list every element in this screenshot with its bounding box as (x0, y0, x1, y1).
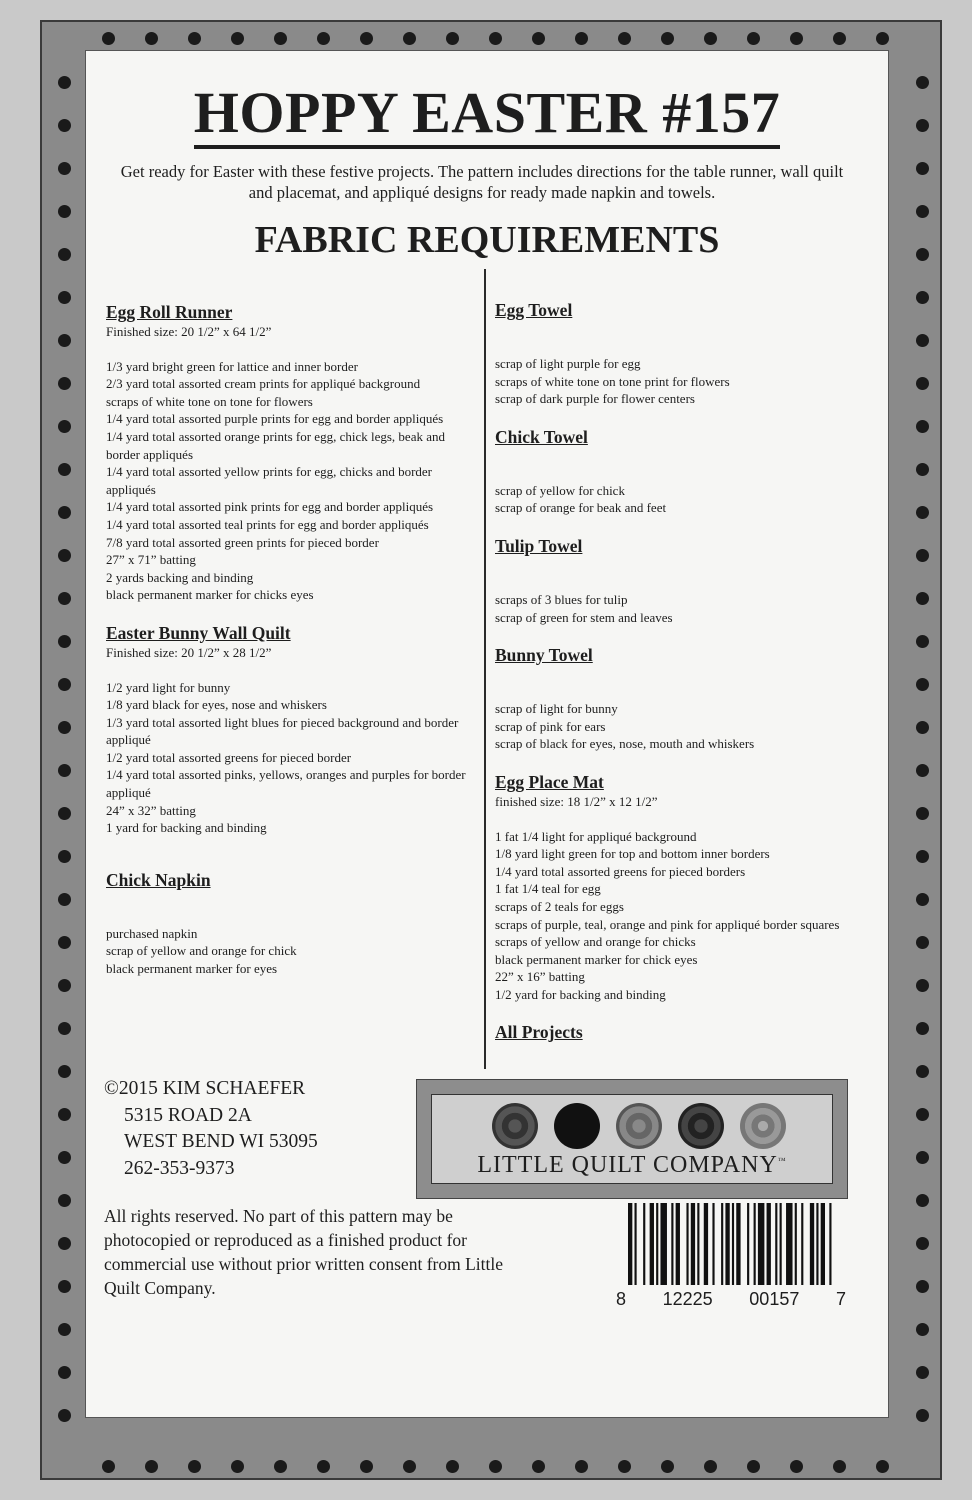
finished-size: Finished size: 20 1/2” x 64 1/2” (106, 324, 272, 339)
barcode-bar (686, 1203, 688, 1285)
finished-size (495, 1043, 875, 1060)
finished-size (495, 321, 875, 338)
barcode-digit: 7 (835, 1289, 846, 1309)
border-dot-icon (916, 936, 929, 949)
border-dot-icon (231, 32, 244, 45)
border-dot-icon (704, 32, 717, 45)
border-dot-icon (58, 1323, 71, 1336)
barcode-bar (801, 1203, 803, 1285)
border-dot-icon (58, 1151, 71, 1164)
border-dot-icon (575, 1460, 588, 1473)
border-dot-icon (58, 463, 71, 476)
border-dot-icon (58, 119, 71, 132)
border-dot-icon (58, 979, 71, 992)
barcode-bar (780, 1203, 782, 1285)
border-dot-icon (916, 678, 929, 691)
border-dot-icon (916, 420, 929, 433)
border-dot-icon (58, 1409, 71, 1422)
fabric-item: scraps of white tone on tone print for flowers (495, 373, 730, 389)
copyright-block (104, 1076, 318, 1182)
finished-size (495, 448, 875, 465)
fabric-item: 1/2 yard for backing and binding (495, 986, 666, 1002)
fabric-item: 1/4 yard total assorted pink prints for egg and border appliqués (106, 499, 434, 515)
barcode-bars-icon (628, 1203, 838, 1285)
border-dot-icon (403, 32, 416, 45)
fabric-item: 7/8 yard total assorted green prints for pieced border (106, 534, 379, 550)
section-heading: Easter Bunny Wall Quilt (106, 622, 291, 643)
barcode-bar (821, 1203, 825, 1285)
barcode-bar (721, 1203, 723, 1285)
border-dot-icon (58, 592, 71, 605)
fabric-item: 1 fat 1/4 light for appliqué background (495, 828, 697, 844)
logo-circle-icon (492, 1103, 538, 1149)
fabric-item: 27” x 71” batting (106, 552, 196, 568)
barcode-bar (691, 1203, 695, 1285)
barcode-bar (829, 1203, 831, 1285)
barcode-digits (616, 1289, 846, 1310)
border-dot-icon (916, 76, 929, 89)
fabric-item: 1/4 yard total assorted orange prints for egg, chick legs, beak and border appliqués (106, 428, 445, 462)
requirements-section (106, 301, 476, 604)
requirements-section (495, 535, 875, 626)
border-dot-icon (489, 32, 502, 45)
border-dot-icon (58, 1237, 71, 1250)
barcode-bar (767, 1203, 771, 1285)
section-heading: Egg Roll Runner (106, 302, 233, 322)
border-dot-icon (916, 334, 929, 347)
border-dot-icon (145, 32, 158, 45)
border-dot-icon (916, 979, 929, 992)
intro-text: Get ready for Easter with these festive projects. The pattern includes directions for the table runner, wall quilt and placemat, and appliqué designs for ready made napkin and towels. (120, 162, 844, 202)
fabric-item: 1/8 yard black for eyes, nose and whiskers (106, 697, 327, 713)
fabric-list (106, 679, 476, 837)
border-dot-icon (58, 635, 71, 648)
border-dot-icon (58, 76, 71, 89)
fabric-item: scrap of dark purple for flower centers (495, 391, 695, 407)
fabric-item: 1/4 yard total assorted pinks, yellows, oranges and purples for border appliqué (106, 767, 466, 801)
border-dot-icon (58, 850, 71, 863)
logo-circle-icon (678, 1103, 724, 1149)
border-dot-icon (916, 506, 929, 519)
border-dot-icon (58, 549, 71, 562)
fabric-list (495, 591, 875, 626)
border-dot-icon (916, 1151, 929, 1164)
border-dot-icon (58, 893, 71, 906)
barcode-bar (758, 1203, 764, 1285)
pattern-panel (85, 50, 889, 1418)
finished-size: finished size: 18 1/2” x 12 1/2” (495, 793, 658, 809)
right-column (495, 299, 875, 1113)
border-dot-icon (916, 248, 929, 261)
border-dot-icon (58, 721, 71, 734)
barcode-digit: 00157 (749, 1289, 800, 1309)
requirements-section (495, 299, 875, 408)
fabric-item: scrap of yellow and orange for chick (106, 943, 297, 959)
barcode-bar (816, 1203, 818, 1285)
fabric-item: purchased napkin (106, 925, 198, 941)
fabric-item: scraps of 3 blues for tulip (495, 591, 628, 607)
section-title: FABRIC REQUIREMENTS (254, 219, 720, 261)
barcode-bar (754, 1203, 756, 1285)
logo-inner (431, 1094, 833, 1184)
logo-circle-icon (616, 1103, 662, 1149)
border-dot-icon (916, 807, 929, 820)
requirements-section (106, 622, 476, 837)
border-dot-icon (58, 506, 71, 519)
border-dot-icon (876, 32, 889, 45)
border-dot-icon (575, 32, 588, 45)
border-dot-icon (916, 119, 929, 132)
border-dot-icon (58, 1194, 71, 1207)
fabric-item: scrap of light purple for egg (495, 356, 641, 371)
border-dot-icon (102, 1460, 115, 1473)
border-dot-icon (58, 807, 71, 820)
border-dot-icon (916, 205, 929, 218)
fabric-item: scraps of white tone on tone for flowers (106, 393, 313, 409)
border-dot-icon (618, 32, 631, 45)
fabric-item: 1/3 yard total assorted light blues for pieced background and border appliqué (106, 714, 459, 748)
border-dot-icon (916, 1409, 929, 1422)
barcode-bar (656, 1203, 658, 1285)
address-line: 5315 ROAD 2A (124, 1104, 252, 1126)
border-dot-icon (916, 635, 929, 648)
requirements-section (495, 644, 875, 753)
border-dot-icon (790, 32, 803, 45)
border-dot-icon (916, 1280, 929, 1293)
barcode-bar (712, 1203, 714, 1285)
barcode-bar (697, 1203, 699, 1285)
border-dot-icon (188, 32, 201, 45)
border-dot-icon (58, 248, 71, 261)
border-dot-icon (360, 32, 373, 45)
logo-circle-icon (554, 1103, 600, 1149)
barcode-bar (736, 1203, 740, 1285)
finished-size: Finished size: 20 1/2” x 28 1/2” (106, 644, 272, 660)
border-dot-icon (916, 1366, 929, 1379)
border-dot-icon (58, 334, 71, 347)
border-dot-icon (916, 1194, 929, 1207)
fabric-item: scrap of black for eyes, nose, mouth and whiskers (495, 736, 755, 752)
barcode-bar (810, 1203, 814, 1285)
fabric-item: 24” x 32” batting (106, 802, 196, 818)
barcode-bar (775, 1203, 777, 1285)
border-dot-icon (58, 764, 71, 777)
fabric-item: 1/4 yard total assorted greens for pieced borders (495, 863, 746, 879)
fabric-list (495, 700, 875, 753)
border-dot-icon (446, 1460, 459, 1473)
barcode-digit: 12225 (662, 1289, 713, 1309)
fabric-item: black permanent marker for chicks eyes (106, 587, 314, 603)
border-dot-icon (916, 764, 929, 777)
fabric-item: 2 yards backing and binding (106, 569, 254, 585)
fabric-item: scraps of purple, teal, orange and pink for appliqué border squares (495, 916, 840, 932)
border-dot-icon (274, 32, 287, 45)
border-dot-icon (58, 1280, 71, 1293)
section-heading: Egg Place Mat (495, 771, 604, 792)
border-dot-icon (403, 1460, 416, 1473)
fabric-item: scrap of pink for ears (495, 718, 606, 734)
requirements-section (495, 426, 875, 517)
left-column (106, 301, 476, 996)
border-dot-icon (916, 1022, 929, 1035)
barcode-bar (676, 1203, 680, 1285)
border-dot-icon (102, 32, 115, 45)
fabric-item: 1/4 yard total assorted teal prints for egg and border appliqués (106, 516, 429, 532)
border-dot-icon (58, 377, 71, 390)
fabric-list (495, 482, 875, 517)
border-dot-icon (489, 1460, 502, 1473)
border-dot-icon (58, 1366, 71, 1379)
border-dot-icon (747, 32, 760, 45)
border-dot-icon (58, 936, 71, 949)
fabric-item: 2/3 yard total assorted cream prints for appliqué background (106, 376, 421, 392)
border-dot-icon (661, 1460, 674, 1473)
rights-notice: All rights reserved. No part of this pattern may be photocopied or reproduced as a finished product for commercial use without prior written consent from Little Quilt Company. (104, 1206, 503, 1298)
logo-wordmark: LITTLE QUILT COMPANY™ (477, 1152, 787, 1178)
border-dot-icon (661, 32, 674, 45)
page-title: HOPPY EASTER #157 (86, 83, 888, 143)
border-dot-icon (317, 1460, 330, 1473)
barcode-digit: 8 (616, 1289, 627, 1309)
section-heading: Chick Napkin (106, 869, 211, 890)
border-dot-icon (916, 1237, 929, 1250)
fabric-item: scrap of light for bunny (495, 701, 618, 717)
barcode-bar (725, 1203, 729, 1285)
barcode-bar (786, 1203, 792, 1285)
section-heading: Egg Towel (495, 300, 573, 320)
finished-size (495, 666, 875, 683)
barcode-bar (650, 1203, 654, 1285)
copyright-line: ©2015 KIM SCHAEFER (104, 1078, 306, 1099)
border-dot-icon (446, 32, 459, 45)
fabric-item: black permanent marker for chick eyes (495, 951, 698, 967)
fabric-item: scraps of 2 teals for eggs (495, 898, 624, 914)
border-dot-icon (916, 463, 929, 476)
border-dot-icon (916, 291, 929, 304)
border-dot-icon (916, 377, 929, 390)
border-dot-icon (916, 721, 929, 734)
fabric-item: 1/4 yard total assorted purple prints for egg and border appliqués (106, 411, 444, 427)
fabric-item: 1/8 yard light green for top and bottom inner borders (495, 846, 770, 862)
column-divider (484, 269, 486, 1069)
logo-circle-icon (740, 1103, 786, 1149)
border-dot-icon (704, 1460, 717, 1473)
barcode-bar (634, 1203, 636, 1285)
phone-line: 262-353-9373 (124, 1157, 235, 1179)
fabric-list (106, 358, 476, 604)
border-dot-icon (618, 1460, 631, 1473)
section-heading: Chick Towel (495, 426, 588, 447)
border-dot-icon (360, 1460, 373, 1473)
fabric-item: scrap of yellow for chick (495, 482, 625, 498)
border-dot-icon (231, 1460, 244, 1473)
border-dot-icon (833, 1460, 846, 1473)
border-dot-icon (916, 1108, 929, 1121)
finished-size (106, 891, 476, 908)
barcode-bar (671, 1203, 673, 1285)
border-dot-icon (274, 1460, 287, 1473)
border-dot-icon (58, 1065, 71, 1078)
border-dot-icon (58, 1022, 71, 1035)
section-heading: Tulip Towel (495, 535, 583, 556)
border-dot-icon (916, 549, 929, 562)
border-dot-icon (916, 850, 929, 863)
border-dot-icon (58, 678, 71, 691)
requirements-section (495, 771, 875, 1004)
border-dot-icon (876, 1460, 889, 1473)
fabric-item: scrap of green for stem and leaves (495, 609, 673, 625)
company-logo (416, 1079, 848, 1199)
border-dot-icon (532, 32, 545, 45)
border-dot-icon (916, 162, 929, 175)
fabric-list (106, 925, 476, 978)
border-dot-icon (916, 893, 929, 906)
barcode-bar (795, 1203, 797, 1285)
border-dot-icon (58, 1108, 71, 1121)
fabric-item: 1/4 yard total assorted yellow prints for egg, chicks and border appliqués (106, 464, 432, 497)
barcode-bar (660, 1203, 666, 1285)
barcode-bar (643, 1203, 645, 1285)
border-dot-icon (145, 1460, 158, 1473)
border-dot-icon (833, 32, 846, 45)
border-dot-icon (58, 420, 71, 433)
section-heading: All Projects (495, 1022, 583, 1043)
fabric-item: scraps of yellow and orange for chicks (495, 934, 696, 950)
barcode-bar (628, 1203, 632, 1285)
city-line: WEST BEND WI 53095 (124, 1131, 318, 1152)
border-dot-icon (747, 1460, 760, 1473)
border-dot-icon (532, 1460, 545, 1473)
barcode-bar (732, 1203, 734, 1285)
border-dot-icon (790, 1460, 803, 1473)
fabric-item: 22” x 16” batting (495, 969, 585, 985)
fabric-list (495, 355, 875, 408)
barcode (616, 1203, 846, 1313)
border-dot-icon (188, 1460, 201, 1473)
fabric-item: black permanent marker for eyes (106, 961, 278, 977)
border-dot-icon (58, 291, 71, 304)
fabric-item: 1/3 yard bright green for lattice and inner border (106, 358, 358, 374)
fabric-item: scrap of orange for beak and feet (495, 500, 667, 516)
section-heading: Bunny Towel (495, 645, 593, 666)
border-dot-icon (58, 162, 71, 175)
barcode-bar (704, 1203, 708, 1285)
fabric-list (495, 828, 875, 1004)
fabric-item: 1/2 yard total assorted greens for pieced border (106, 749, 352, 765)
fabric-item: 1 yard for backing and binding (106, 820, 267, 836)
border-dot-icon (58, 205, 71, 218)
requirements-section (106, 869, 476, 978)
finished-size (495, 557, 875, 574)
barcode-bar (747, 1203, 749, 1285)
border-dot-icon (916, 1323, 929, 1336)
fabric-item: 1/2 yard light for bunny (106, 679, 231, 695)
fabric-item: 1 fat 1/4 teal for egg (495, 881, 601, 897)
border-dot-icon (317, 32, 330, 45)
border-dot-icon (916, 1065, 929, 1078)
border-dot-icon (916, 592, 929, 605)
